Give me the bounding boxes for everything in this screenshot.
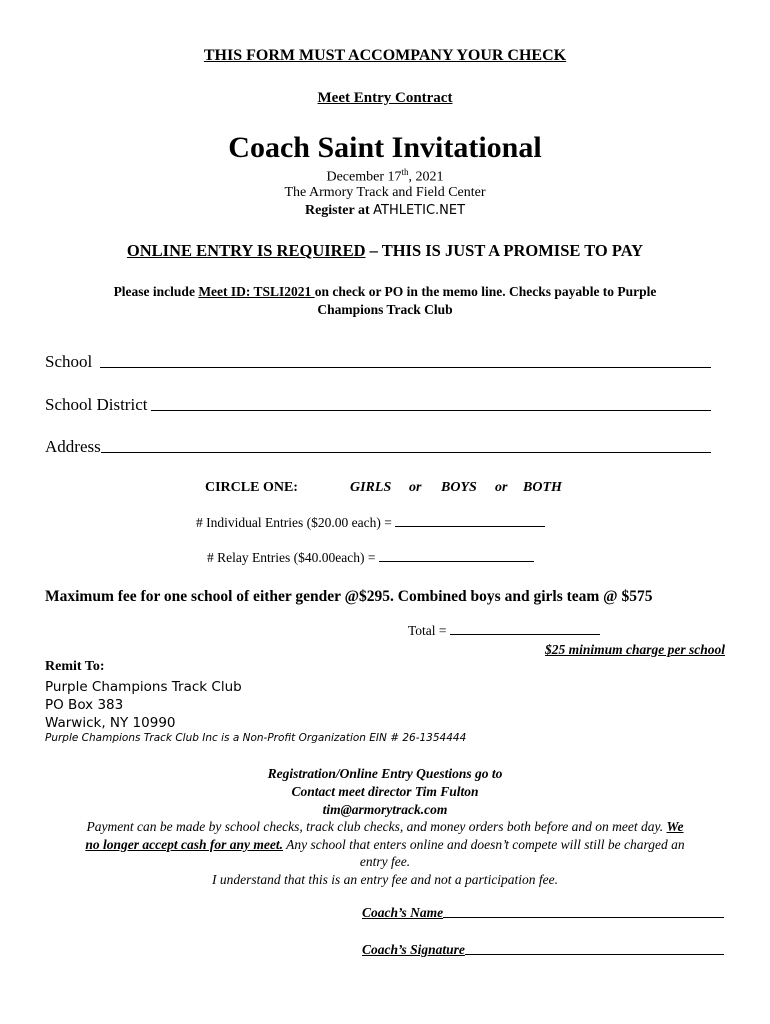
coach-name-field[interactable] (362, 905, 724, 921)
individual-entries-line[interactable] (395, 526, 545, 527)
register-site: ATHLETIC.NET (373, 203, 466, 218)
questions-block (0, 765, 770, 819)
include-line-1 (0, 283, 770, 301)
register-line (0, 203, 770, 219)
individual-entries-label: # Individual Entries ($20.00 each) = (196, 515, 396, 530)
address-label: Address (45, 437, 101, 456)
school-field[interactable] (45, 352, 711, 372)
contract-text: Meet Entry Contract (317, 90, 453, 106)
coach-name-label: Coach’s Name (362, 905, 444, 920)
understand-line: I understand that this is an entry fee and not a participation fee. (211, 871, 559, 887)
register-label: Register at (304, 203, 370, 218)
school-district-label: School District (45, 395, 148, 414)
circle-one-row (205, 480, 298, 496)
payment-part-1: Payment can be made by school checks, track club checks, and money orders both before and on meet day. (86, 819, 667, 834)
address-line[interactable] (101, 451, 711, 453)
page-title: Coach Saint Invitational (228, 131, 542, 164)
max-fee-text: Maximum fee for one school of either gender @$295. Combined boys and girls team @ $575 (45, 588, 653, 605)
contract-heading (0, 90, 770, 107)
address-field[interactable] (45, 437, 711, 457)
school-line[interactable] (100, 366, 711, 368)
coach-name-line[interactable] (443, 917, 724, 918)
online-required-notice (0, 241, 770, 261)
nonprofit-note: Purple Champions Track Club Inc is a Non-Profit Organization EIN # 26-1354444 (45, 732, 467, 744)
questions-line-1: Registration/Online Entry Questions go to (267, 766, 503, 781)
must-accompany-text: THIS FORM MUST ACCOMPANY YOUR CHECK (203, 47, 567, 64)
remit-line-3: Warwick, NY 10990 (45, 715, 176, 731)
individual-entries-row (196, 515, 545, 531)
option-boys[interactable]: BOYS (441, 480, 477, 495)
school-district-line[interactable] (151, 409, 711, 411)
payment-line-3: entry fee. (359, 854, 411, 869)
venue: The Armory Track and Field Center (284, 185, 486, 200)
promise-text: – THIS IS JUST A PROMISE TO PAY (365, 241, 644, 260)
payment-paragraph (45, 818, 725, 888)
date-day: December 17 (326, 169, 402, 185)
school-district-field[interactable] (45, 395, 711, 415)
option-both[interactable]: BOTH (523, 480, 562, 495)
coach-signature-field[interactable] (362, 942, 724, 958)
school-label: School (45, 352, 93, 371)
include-line-2: Champions Track Club (317, 302, 453, 317)
total-label: Total = (408, 623, 450, 638)
relay-entries-line[interactable] (379, 561, 534, 562)
event-date (0, 167, 770, 186)
form-notice-heading (0, 47, 770, 65)
remit-label: Remit To: (45, 659, 105, 674)
include-instructions (0, 283, 770, 319)
include-post: on check or PO in the memo line. Checks payable to Purple (314, 284, 657, 299)
date-year: , 2021 (408, 169, 444, 185)
payment-no-cash: no longer accept cash for any meet. (85, 836, 284, 852)
circle-one-label: CIRCLE ONE: (205, 480, 298, 495)
questions-line-2: Contact meet director Tim Fulton (291, 784, 479, 799)
relay-entries-row (207, 550, 534, 566)
questions-email[interactable]: tim@armorytrack.com (322, 802, 448, 817)
payment-we: We (666, 819, 684, 834)
or-2: or (495, 480, 508, 495)
remit-line-1: Purple Champions Track Club (45, 679, 242, 695)
coach-signature-label: Coach’s Signature (362, 942, 465, 957)
online-required-text: ONLINE ENTRY IS REQUIRED (126, 241, 366, 260)
coach-signature-line[interactable] (465, 954, 724, 955)
payment-line-1 (45, 818, 725, 836)
date-suffix: th (401, 167, 409, 177)
include-pre: Please include (113, 284, 199, 299)
payment-part-2: Any school that enters online and doesn’t compete will still be charged an (283, 836, 685, 852)
remit-address (45, 678, 242, 732)
or-1: or (409, 480, 422, 495)
total-row (408, 623, 600, 639)
option-girls[interactable]: GIRLS (350, 480, 392, 495)
minimum-charge: $25 minimum charge per school (544, 642, 725, 657)
total-line[interactable] (450, 634, 600, 635)
remit-line-2: PO Box 383 (45, 697, 124, 713)
payment-line-2 (45, 836, 725, 854)
meet-id: Meet ID: TSLI2021 (198, 284, 315, 299)
relay-entries-label: # Relay Entries ($40.00each) = (207, 550, 379, 565)
